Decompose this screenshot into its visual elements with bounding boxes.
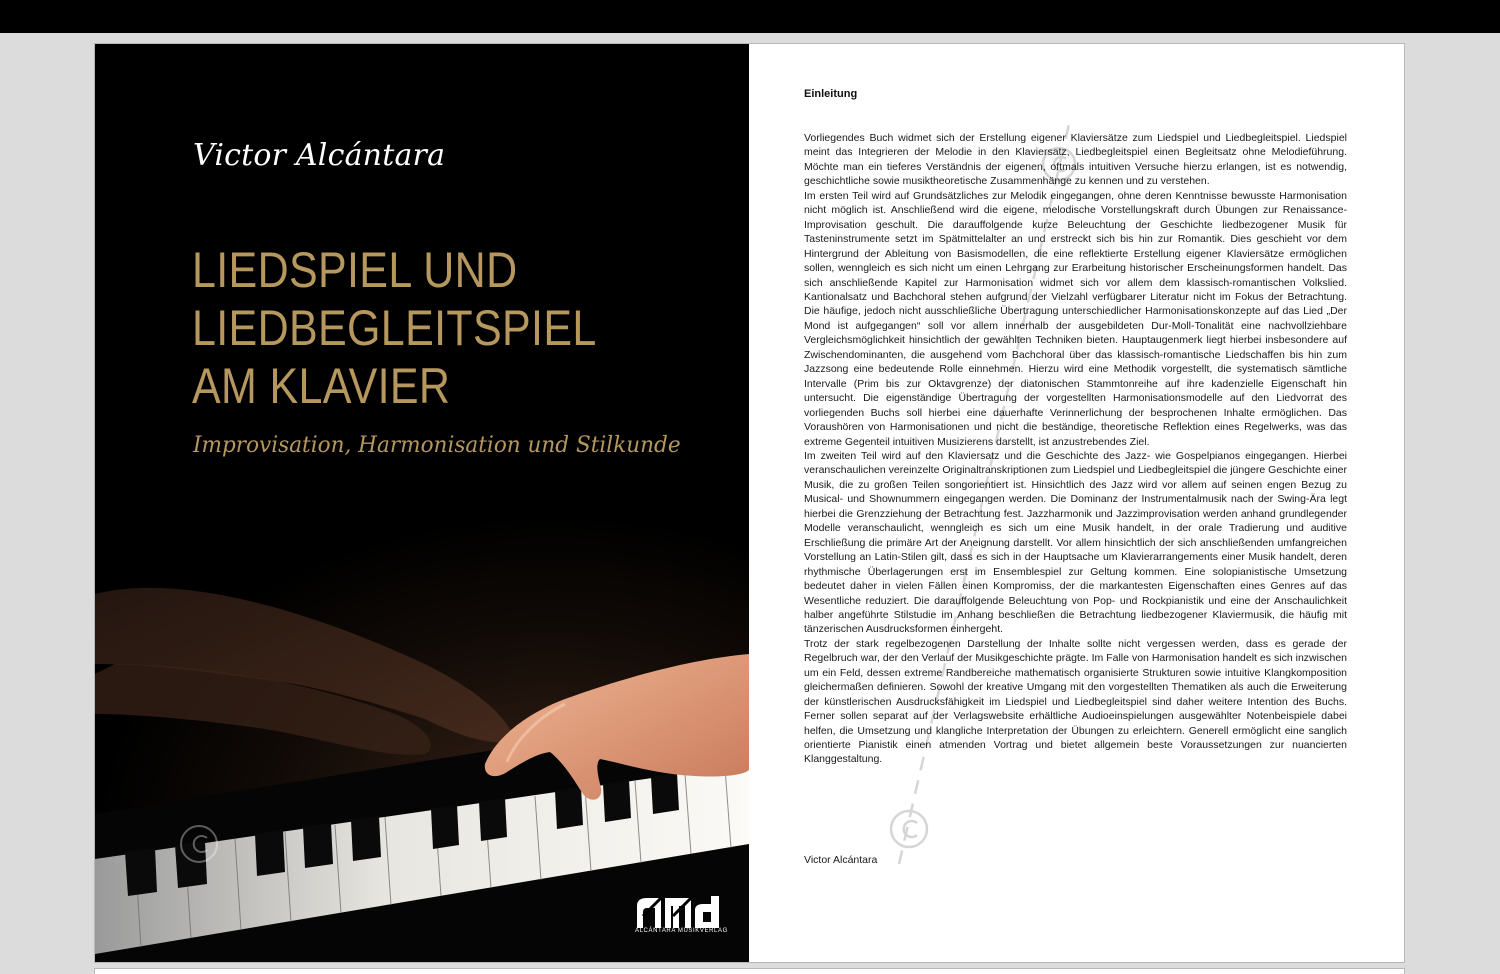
book-cover-page: [95, 44, 749, 962]
introduction-page: [749, 44, 1404, 962]
body-text: [804, 131, 1347, 767]
next-page-edge: [94, 968, 1405, 974]
paragraph: Im ersten Teil wird auf Grundsätzliches zur Melodik eingegangen, ohne deren Kenntnisse bewusste Harmonisation nicht möglich ist. Anschließend wird die eigene, melodische Vorstellungskraft durch Übungen zur Renaissance-Improvisation geschult. Die darauffolgende kurze Beleuchtung der Geschichte liedbezogener Musik für Tasteninstrumente setzt im Spätmittelalter an und erstreckt sich bis hin zur Romantik. Dies geschieht vor dem Hintergrund der Ableitung von Basismodellen, die eine reflektierte Erstellung eigener Klaviersätze ermöglichen sollen, wenngleich es sich nicht um einen Lehrgang zur Erarbeitung historischer Erscheinungsformen handelt. Das sich anschließende Kapitel zur Harmonisation widmet sich vor allem dem klassisch-romantischen Volkslied. Kantionalsatz und Bachchoral stehen aufgrund der Vielzahl verfügbarer Literatur nicht im Fokus der Betrachtung. Die häufige, jedoch nicht ausschließliche Übertragung unterschiedlicher Harmonisationskonzepte auf das Lied „Der Mond ist aufgegangen“ soll vor allem innerhalb der ausgebildeten Dur-Moll-Tonalität eine nachvollziehbare Vergleichsmöglichkeit hinsichtlich der gewählten Techniken bieten. Hauptaugenmerk liegt hierbei insbesondere auf Zwischendominanten, die ausgehend vom Bachchoral über das klassisch-romantische Liedschaffen bis hin zum Jazzsong eine bedeutende Rolle einnehmen. Hierzu wird eine Methodik vorgestellt, die systematisch sämtliche Intervalle (Prim bis zur Oktavgrenze) der diatonischen Stammtonreihe auf ihre kadenzielle Eigenschaft hin untersucht. Die eigenständige Übertragung der vorgestellten Harmonisationsmodelle auf den Liedvorrat des vorliegenden Buchs soll hierbei eine dauerhafte Verinnerlichung der besprochenen Inhalte ermöglichen. Das Voraushören von Harmonisationen und nicht die beständige, theoretische Reflektion eines Regelwerks, was das extreme Gegenteil intuitiven Musizierens darstellt, ist anzustrebendes Ziel.: [804, 189, 1347, 448]
cover-author: Victor Alcántara: [193, 138, 446, 173]
paragraph: Im zweiten Teil wird auf den Klaviersatz und die Geschichte des Jazz- wie Gospelpianos eingegangen. Hierbei veranschaulichen vereinzelte Originaltranskriptionen zum Liedspiel und Liedbegleitspiel die jüngere Geschichte einer Musik, die zu großen Teilen songorientiert ist. Hinsichtlich des Jazz wird vor allem auf seinen engen Bezug zu Musical- und Shownummern eingegangen werden. Die Dominanz der Instrumentalmusik nach der Swing-Ära legt hierbei die Grenzziehung der Betrachtung fest. Jazzharmonik und Jazzimprovisation werden anhand grundlegender Modelle veranschaulicht, wenngleich es sich um eine Musik handelt, in der orale Tradierung und auditive Erschließung die primäre Art der Aneignung darstellt. Vor allem hinsichtlich der sich anschließenden umfangreichen Vorstellung an Latin-Stilen gilt, dass es sich in der Hauptsache um Klavierarrangements einer Musik handelt, deren rhythmische Überlagerungen erst im Ensemblespiel zur Geltung kommen. Eine solopianistische Umsetzung bedeutet daher in vielen Fällen einen Kompromiss, der die markantesten Eigenschaften eines Genres auf das Wesentliche reduziert. Die darauffolgende Beleuchtung von Pop- und Rockpianistik und eine der Anschaulichkeit halber angeführte Stilstudie im Anhang beschließen die Betrachtung liedbezogener Klaviermusik, die häufig mit tänzerischen Ausdrucksformen einhergeht.: [804, 449, 1347, 636]
cover-subtitle: Improvisation, Harmonisation und Stilkunde: [193, 433, 681, 458]
cover-title-line: LIEDBEGLEITSPIEL: [192, 300, 597, 356]
viewer-top-bar: [0, 0, 1500, 33]
publisher-caption: ALCÁNTARA MUSIKVERLAG: [635, 928, 728, 934]
cover-title-line: AM KLAVIER: [192, 358, 451, 414]
cover-title-line: LIEDSPIEL UND: [192, 242, 518, 298]
paragraph: Vorliegendes Buch widmet sich der Erstellung eigener Klaviersätze zum Liedspiel und Liedbegleitspiel. Liedspiel meint das Integrieren der Melodie in den Klaviersatz, Liedbegleitspiel einen Begleitsatz ohne Melodieführung. Möchte man ein tieferes Verständnis der eigenen, oftmals intuitiven Versuche hierzu erlangen, ist es notwendig, geschichtliche sowie musiktheoretische Zusammenhänge zu kennen und zu verstehen.: [804, 132, 1347, 188]
paragraph: Trotz der stark regelbezogenen Darstellung der Inhalte sollte nicht vergessen werden, dass es gerade der Regelbruch war, der den Verlauf der Musikgeschichte prägte. Im Falle von Harmonisation handelt es sich inzwischen um ein Feld, dessen extreme Randbereiche mathematisch organisierte Strukturen sowie intuitive Klangkomposition gleichermaßen definieren. Sowohl der kreative Umgang mit den vorgestellten Thematiken als auch die Erweiterung der künstlerischen Ausdrucksfähigkeit im Liedspiel und Liedbegleitspiel sind daher weitere Intention des Buchs. Ferner sollen separat auf der Verlagswebsite erhältliche Audioeinspielungen ausgewählter Notenbeispiele dabei helfen, die Umsetzung und klangliche Interpretation der Übungen zu erleichtern. Generell ermöglicht eine sanglich orientierte Pianistik einen atmenden Vortrag und bietet allgemein beste Voraussetzungen zur nuancierten Klanggestaltung.: [804, 637, 1347, 766]
cover-title: [192, 241, 597, 415]
page-heading: Einleitung: [804, 88, 858, 100]
signature: Victor Alcántara: [804, 854, 878, 866]
